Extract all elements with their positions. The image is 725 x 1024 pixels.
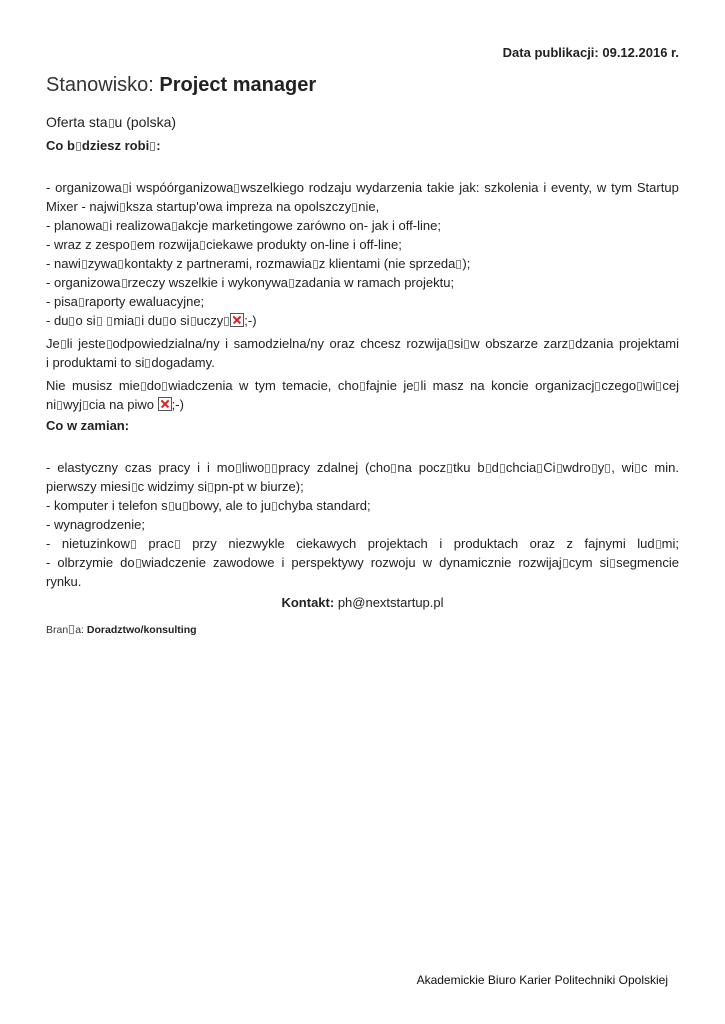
missing-glyph-box	[82, 260, 87, 269]
tasks-line: - planowa i realizowa akcje marketingowe zarówno on- jak i off-line;	[46, 218, 441, 233]
missing-glyph-box	[563, 559, 568, 568]
offer-line: - olbrzymie do wiadczenie zawodowe i perspektywy rozwoju w dynamicznie rozwijaj cym si segmencie	[46, 555, 679, 570]
missing-glyph-box	[131, 241, 136, 250]
tasks-line: Mixer - najwi ksza startup'owa impreza na opolszczy nie,	[46, 199, 380, 214]
missing-glyph-box	[172, 222, 177, 231]
missing-glyph-box	[169, 502, 174, 511]
missing-glyph-box	[635, 464, 640, 473]
contact-email[interactable]: ph@nextstartup.pl	[337, 595, 444, 610]
missing-glyph-box	[107, 340, 112, 349]
missing-glyph-box	[109, 119, 114, 128]
missing-glyph-box	[145, 359, 150, 368]
missing-glyph-box	[656, 382, 661, 391]
missing-glyph-box	[289, 279, 294, 288]
missing-glyph-box	[200, 241, 205, 250]
title-prefix: Stanowisko:	[46, 74, 160, 96]
missing-glyph-box	[191, 317, 196, 326]
missing-glyph-box	[150, 142, 155, 151]
missing-glyph-box	[464, 340, 469, 349]
missing-glyph-box	[83, 401, 88, 410]
missing-glyph-box	[272, 502, 277, 511]
missing-glyph-box	[605, 464, 610, 473]
offer-line: - wynagrodzenie;	[46, 517, 145, 532]
broken-emoji-icon	[230, 313, 244, 327]
tasks-line: - nawi zywa kontakty z partnerami, rozmawia z klientami (nie sprzeda );	[46, 256, 471, 271]
offer-line: - nietuzinkow prac przy niezwykle ciekawych projektach i produktach oraz z fajnymi lud mi;	[46, 536, 679, 551]
missing-glyph-box	[135, 317, 140, 326]
paragraph-line: i produktami to si dogadamy.	[46, 355, 215, 370]
missing-glyph-box	[175, 540, 180, 549]
missing-glyph-box	[486, 464, 491, 473]
missing-glyph-box	[61, 340, 66, 349]
missing-glyph-box	[162, 382, 167, 391]
offer-line: - komputer i telefon s u bowy, ale to ju chyba standard;	[46, 498, 371, 513]
industry-label: Bran a:	[46, 624, 84, 636]
missing-glyph-box	[208, 483, 213, 492]
missing-glyph-box	[183, 502, 188, 511]
missing-glyph-box	[637, 382, 642, 391]
missing-glyph-box	[595, 382, 600, 391]
missing-glyph-box	[136, 559, 141, 568]
missing-glyph-box	[592, 464, 597, 473]
offer-line: pierwszy miesi c widzimy si pn-pt w biurze);	[46, 479, 304, 494]
missing-glyph-box	[234, 184, 239, 193]
tasks-heading: Co b dziesz robi :	[46, 138, 161, 153]
contact-label: Kontakt:	[281, 595, 335, 610]
missing-glyph-box	[447, 464, 452, 473]
tasks-line: - organizowa rzeczy wszelkie i wykonywa zadania w ramach projektu;	[46, 275, 455, 290]
missing-glyph-box	[107, 317, 112, 326]
missing-glyph-box	[360, 382, 365, 391]
missing-glyph-box	[103, 222, 108, 231]
missing-glyph-box	[122, 279, 127, 288]
missing-glyph-box	[391, 464, 396, 473]
missing-glyph-box	[224, 317, 229, 326]
missing-glyph-box	[132, 483, 137, 492]
missing-glyph-box	[656, 540, 661, 549]
missing-glyph-box	[76, 142, 81, 151]
missing-glyph-box	[118, 260, 123, 269]
tasks-line: - du o si mia i du o si uczy ;-)	[46, 313, 257, 328]
tasks-line: - organizowa i wspóórganizowa wszelkiego rodzaju wydarzenia takie jak: szkolenia i eventy, w tym Startup	[46, 180, 679, 195]
missing-glyph-box	[79, 298, 84, 307]
publication-date: Data publikacji: 09.12.2016 r.	[502, 45, 679, 60]
missing-glyph-box	[313, 260, 318, 269]
missing-glyph-box	[272, 464, 277, 473]
missing-glyph-box	[236, 464, 241, 473]
missing-glyph-box	[537, 464, 542, 473]
missing-glyph-box	[414, 382, 419, 391]
missing-glyph-box	[57, 401, 62, 410]
contact	[0, 595, 725, 610]
missing-glyph-box	[557, 464, 562, 473]
missing-glyph-box	[69, 317, 74, 326]
missing-glyph-box	[500, 464, 505, 473]
tasks-line: - wraz z zespo em rozwija ciekawe produkty on-line i off-line;	[46, 237, 402, 252]
missing-glyph-box	[265, 464, 270, 473]
tasks-line: - pisa raporty ewaluacyjne;	[46, 294, 205, 309]
offer-line: rynku.	[46, 574, 82, 589]
missing-glyph-box	[456, 260, 461, 269]
missing-glyph-box	[448, 340, 453, 349]
broken-emoji-icon	[158, 397, 172, 411]
offer-heading: Co w zamian:	[46, 418, 130, 433]
paragraph-line: ni wyj cia na piwo ;-)	[46, 397, 184, 412]
missing-glyph-box	[163, 317, 168, 326]
job-position: Project manager	[159, 74, 317, 96]
missing-glyph-box	[610, 559, 615, 568]
missing-glyph-box	[352, 203, 357, 212]
missing-glyph-box	[97, 317, 102, 326]
missing-glyph-box	[123, 184, 128, 193]
industry-value: Doradztwo/konsulting	[86, 624, 197, 636]
footer-organization: Akademickie Biuro Karier Politechniki Opolskiej	[416, 973, 668, 987]
page-title	[46, 74, 316, 97]
paragraph-line: Nie musisz mie do wiadczenia w tym temacie, cho fajnie je li masz na koncie organizacj czego wi cej	[46, 378, 679, 393]
missing-glyph-box	[569, 340, 574, 349]
missing-glyph-box	[141, 382, 146, 391]
missing-glyph-box	[120, 203, 125, 212]
missing-glyph-box	[69, 625, 74, 634]
offer-type: Oferta sta u (polska)	[46, 114, 177, 130]
offer-line: - elastyczny czas pracy i i mo liwo pracy zdalnej (cho na pocz tku b d chcia Ci wdro y , wi c min.	[46, 460, 680, 475]
industry	[46, 624, 197, 636]
paragraph-line: Je li jeste odpowiedzialna/ny i samodzielna/ny oraz chcesz rozwija si w obszarze zarz dzania projektami	[46, 336, 679, 351]
missing-glyph-box	[131, 540, 136, 549]
